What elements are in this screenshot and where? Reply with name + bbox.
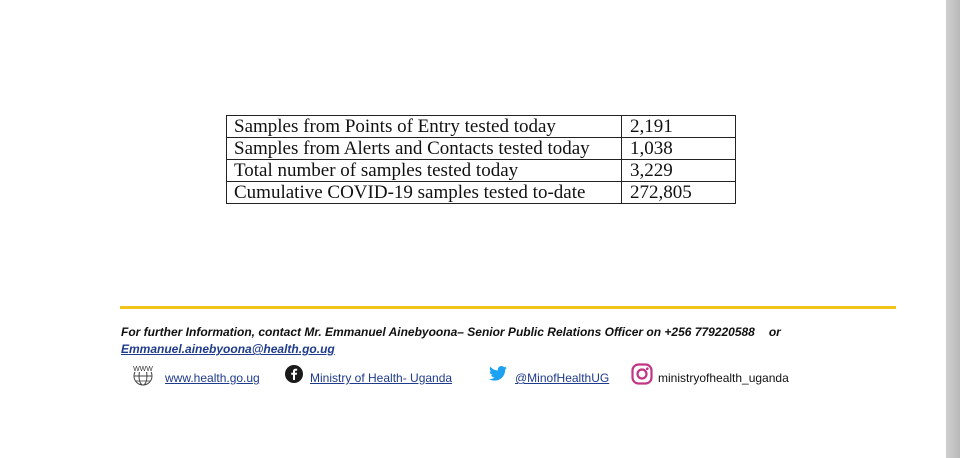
- facebook-link[interactable]: Ministry of Health- Uganda: [310, 371, 453, 385]
- www-label: WWW: [133, 366, 153, 373]
- divider-rule: [120, 306, 896, 309]
- twitter-icon[interactable]: [489, 366, 507, 384]
- email-link[interactable]: Emmanuel.ainebyoona@health.go.ug: [121, 342, 335, 356]
- facebook-icon[interactable]: [285, 365, 303, 386]
- row-value: 272,805: [622, 182, 736, 204]
- samples-table: [226, 115, 736, 204]
- twitter-link[interactable]: @MinofHealthUG: [515, 371, 610, 385]
- table-row: [227, 182, 736, 204]
- page-edge: [946, 0, 960, 458]
- row-value: 2,191: [622, 116, 736, 138]
- table-row: [227, 160, 736, 182]
- row-label: Samples from Alerts and Contacts tested today: [227, 138, 622, 160]
- instagram-handle[interactable]: ministryofhealth_uganda: [658, 371, 789, 385]
- contact-info: [121, 324, 861, 341]
- or-text: or: [768, 325, 781, 339]
- table-row: [227, 116, 736, 138]
- row-label: Total number of samples tested today: [227, 160, 622, 182]
- globe-icon: [131, 363, 155, 390]
- table-row: [227, 138, 736, 160]
- instagram-icon[interactable]: [631, 363, 653, 388]
- website-link[interactable]: www.health.go.ug: [165, 371, 260, 385]
- row-label: Cumulative COVID-19 samples tested to-date: [227, 182, 622, 204]
- social-links: [131, 363, 831, 391]
- row-value: 3,229: [622, 160, 736, 182]
- row-value: 1,038: [622, 138, 736, 160]
- contact-text: For further Information, contact Mr. Emmanuel Ainebyoona– Senior Public Relations Officer on +256 779220588: [121, 325, 755, 339]
- row-label: Samples from Points of Entry tested today: [227, 116, 622, 138]
